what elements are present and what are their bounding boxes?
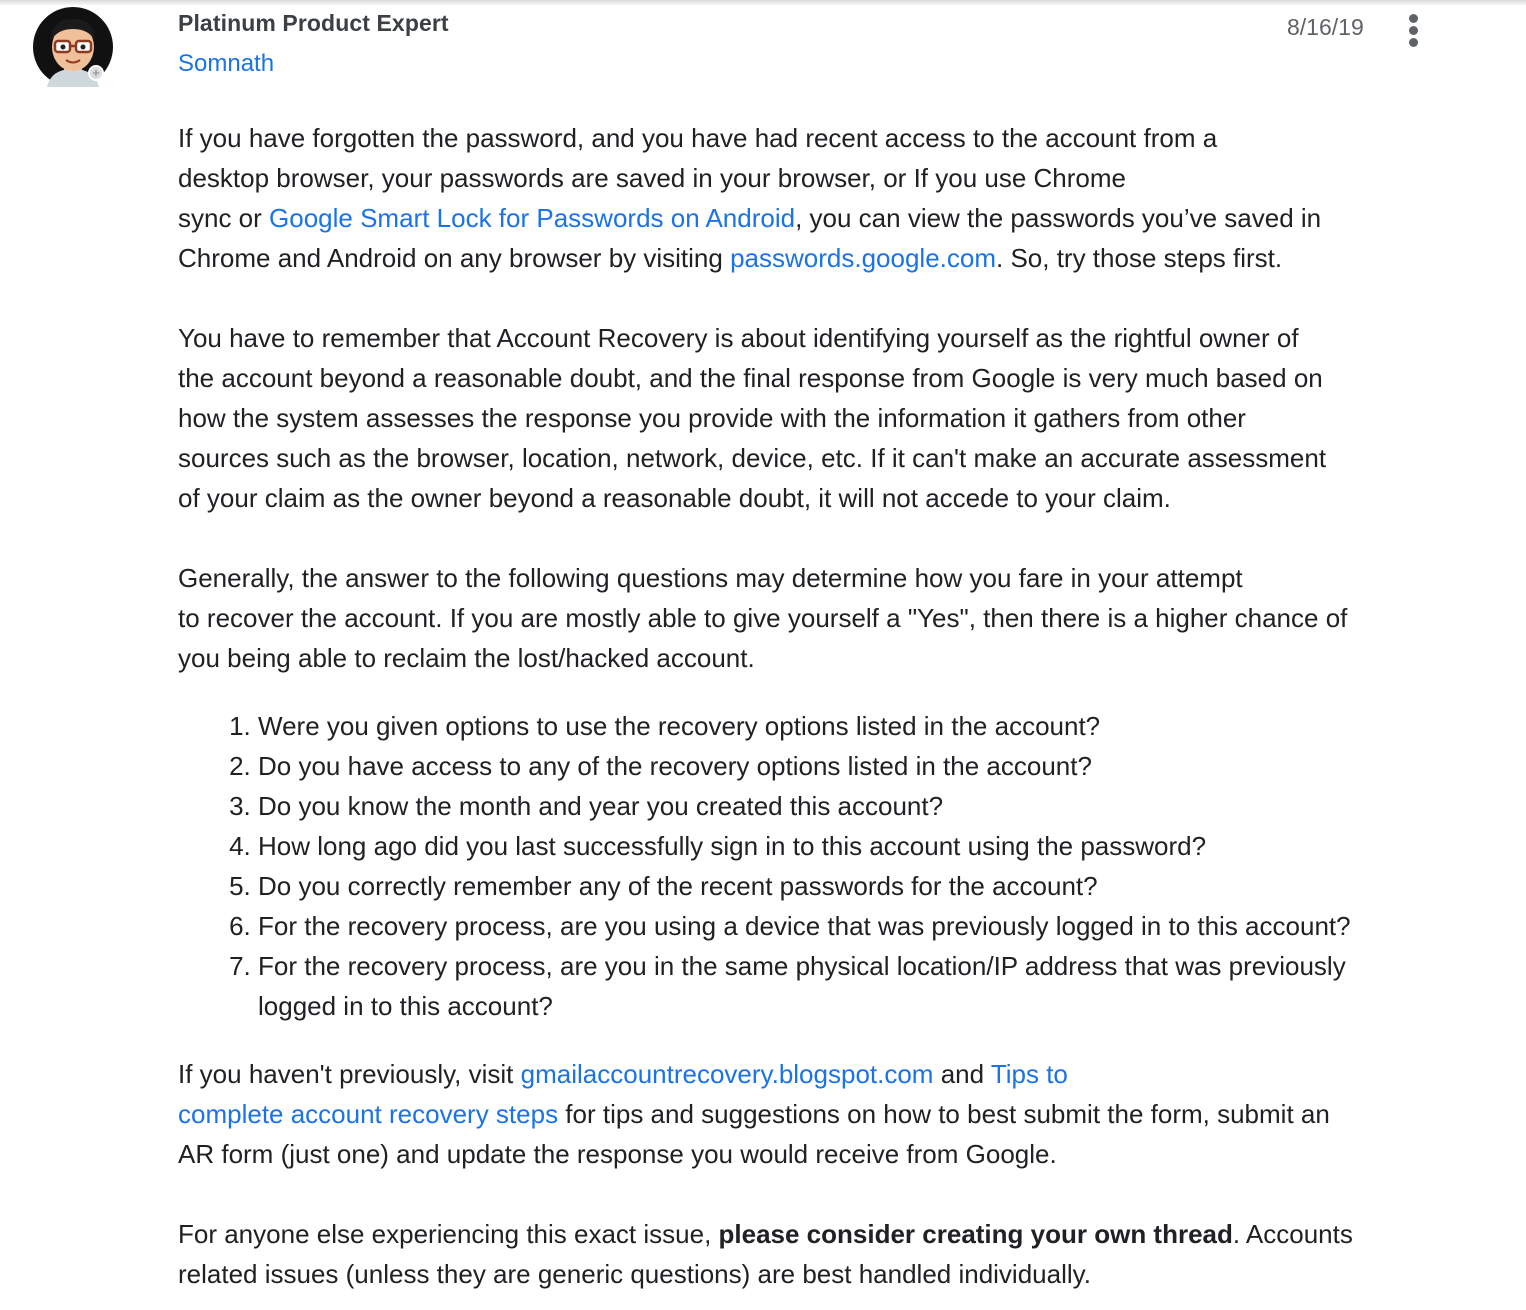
reply-body bbox=[178, 118, 1468, 1294]
paragraph-questions-intro: Generally, the answer to the following questions may determine how you fare in your attempt to recover the account. If you are mostly able to give yourself a "Yes", then there is a higher chance of you being able to reclaim the lost/hacked account. bbox=[178, 563, 1348, 673]
list-item: 5. Do you correctly remember any of the recent passwords for the account? bbox=[258, 866, 1468, 906]
more-options-button[interactable] bbox=[1398, 10, 1430, 50]
list-item: 1. Were you given options to use the recovery options listed in the account? bbox=[258, 706, 1468, 746]
passwords-google-link[interactable]: passwords.google.com bbox=[730, 243, 996, 273]
list-item: 6. For the recovery process, are you using a device that was previously logged in to this account? bbox=[258, 906, 1468, 946]
paragraph-recovery-links: If you haven't previously, visit gmailaccountrecovery.blogspot.com and Tips to complete account recovery steps for tips and suggestions on how to best submit the form, submit an AR form (just one) and update the response you would receive from Google. bbox=[178, 1059, 1330, 1169]
list-item: 2. Do you have access to any of the recovery options listed in the account? bbox=[258, 746, 1468, 786]
avatar-cartoon-icon bbox=[33, 7, 113, 87]
recovery-questions-list bbox=[178, 706, 1468, 1026]
own-thread-emphasis: please consider creating your own thread bbox=[718, 1219, 1233, 1249]
paragraph-saved-passwords: If you have forgotten the password, and you have had recent access to the account from a desktop browser, your passwords are saved in your browser, or If you use Chrome sync or Google Smart Lock for Passwords on Android, you can view the passwords you’ve saved in Chrome and Android on any browser by visiting passwords.google.com. So, try those steps first. bbox=[178, 123, 1322, 273]
tips-link-part2[interactable]: complete account recovery steps bbox=[178, 1099, 559, 1129]
blogspot-link[interactable]: gmailaccountrecovery.blogspot.com bbox=[520, 1059, 934, 1089]
paragraph-own-thread: For anyone else experiencing this exact issue, please consider creating your own thread. Accounts related issues (unless they are generic questions) are best handled individually. bbox=[178, 1219, 1353, 1289]
tips-link-part1[interactable]: Tips to bbox=[990, 1059, 1068, 1089]
author-name-link[interactable]: Somnath bbox=[178, 50, 275, 77]
avatar[interactable] bbox=[33, 7, 113, 87]
list-item: 4. How long ago did you last successfully sign in to this account using the password? bbox=[258, 826, 1468, 866]
author-badge: Platinum Product Expert bbox=[178, 10, 449, 36]
smart-lock-link[interactable]: Google Smart Lock for Passwords on Android bbox=[269, 203, 796, 233]
more-vert-icon bbox=[1409, 14, 1418, 23]
paragraph-account-recovery: You have to remember that Account Recovery is about identifying yourself as the rightful owner of the account beyond a reasonable doubt, and the final response from Google is very much based on how the system assesses the response you provide with the information it gathers from other sources such as the browser, location, network, device, etc. If it can't make an accurate assessment of your claim as the owner beyond a reasonable doubt, it will not accede to your claim. bbox=[178, 323, 1327, 513]
post-date: 8/16/19 bbox=[1287, 14, 1364, 40]
list-item: 7. For the recovery process, are you in the same physical location/IP address that was previously logged in to this account? bbox=[258, 946, 1468, 1026]
list-item: 3. Do you know the month and year you created this account? bbox=[258, 786, 1468, 826]
